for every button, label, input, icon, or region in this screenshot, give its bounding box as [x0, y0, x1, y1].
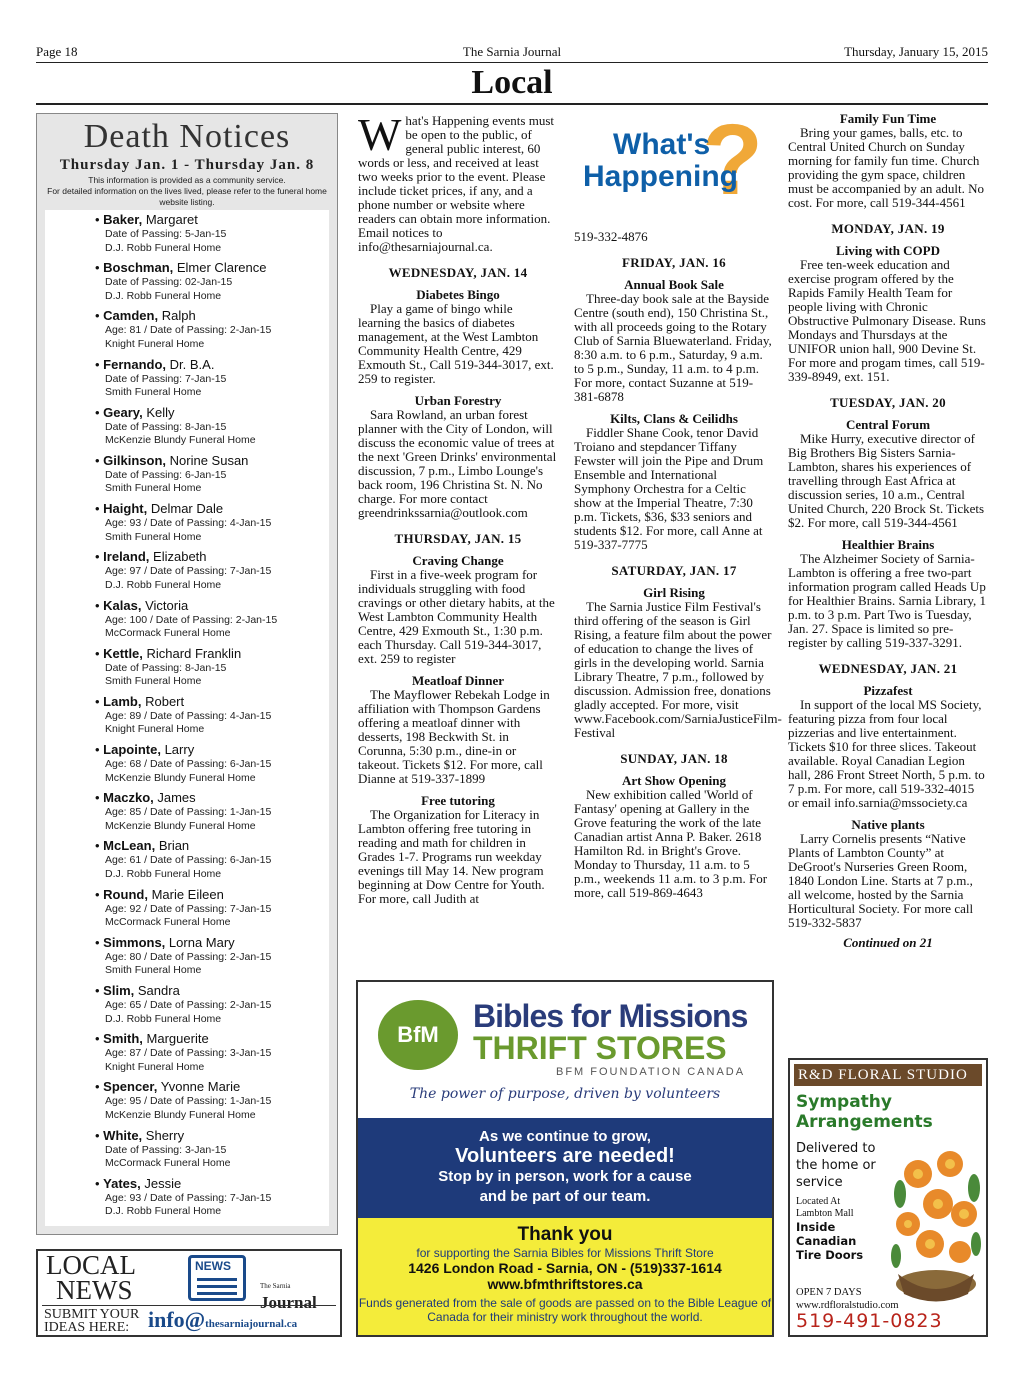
- surname: Baker,: [103, 212, 143, 227]
- info-line: This information is provided as a community service.: [88, 175, 286, 185]
- surname: Gilkinson,: [103, 452, 167, 468]
- surname: White,: [103, 1127, 143, 1143]
- passing-details: Date of Passing: 7-Jan-15: [105, 372, 227, 385]
- event-body: Free ten-week education and exercise program offered by the Rapids Family Health Team for people living with Chronic Obstructive Pulmonary Disease. Runs Mondays and Thursdays at the UNIFOR union hall, 900 Devine St. For more and progam times, call 519-339-8949, ext. 151.: [788, 257, 986, 384]
- surname: Simmons,: [103, 934, 166, 950]
- given-name: Lorna Mary: [168, 934, 235, 950]
- death-notices-box: [36, 113, 338, 1235]
- death-notice-entry: [95, 790, 325, 838]
- intro-text: hat's Happening events must be open to the public, of general public interest, 60 words or less, and received at least two weeks prior to the event. Please include ticket prices, if any, and a phone number or website where readers can obtain more information. Email notices to info@thesarniajournal.ca.: [358, 113, 554, 254]
- event-title: Native plants: [851, 817, 925, 832]
- surname: Geary,: [103, 404, 143, 420]
- deceased-name: • Lamb, Robert: [95, 693, 185, 709]
- deceased-name: • Kettle, Richard Franklin: [95, 645, 242, 661]
- submit-ideas-label: SUBMIT YOUR IDEAS HERE:: [44, 1307, 140, 1335]
- funeral-home: D.J. Robb Funeral Home: [105, 1205, 222, 1218]
- event-title: Girl Rising: [643, 585, 705, 600]
- death-notice-entry: [95, 501, 325, 549]
- event-title: Central Forum: [845, 417, 931, 432]
- event-title: Annual Book Sale: [624, 277, 724, 292]
- submit-email[interactable]: [148, 1307, 297, 1333]
- event-title: Meatloaf Dinner: [411, 673, 505, 688]
- surname: Ireland,: [103, 549, 150, 565]
- event-body: Play a game of bingo while learning the basics of diabetes management, at the West Lambton Community Health Centre, 429 Exmouth St., Call 519-344-3017, ext. 259 to register.: [358, 301, 554, 386]
- journal-prefix: The Sarnia: [260, 1282, 291, 1290]
- death-notice-entry: [95, 694, 325, 742]
- surname: Haight,: [103, 501, 148, 517]
- day-heading: SATURDAY, JAN. 17: [611, 563, 737, 578]
- passing-details: Age: 81 / Date of Passing: 2-Jan-15: [105, 324, 272, 337]
- death-notices-info: [41, 175, 333, 208]
- drop-cap: W: [358, 109, 402, 160]
- funeral-home: McKenzie Blundy Funeral Home: [105, 771, 256, 784]
- funeral-home: Knight Funeral Home: [105, 1060, 205, 1073]
- given-name: Dr. B.A.: [169, 356, 215, 372]
- bfm-tagline: The power of purpose, driven by volunteers: [409, 1086, 721, 1102]
- funeral-home: Smith Funeral Home: [105, 386, 202, 399]
- death-notices-title: Death Notices: [83, 118, 291, 155]
- event-body: The Sarnia Justice Film Festival's third offering of the season is Girl Rising, a feature film about the power of education to change the lives of girls in the developing world. Sarnia Library Theatre, 7 p.m., followed by discussion. Admission free, donations gladly accepted. For more, visit www.Facebook.com/SarniaJusticeFilm-Festival: [574, 599, 782, 740]
- deceased-name: • White, Sherry: [95, 1127, 185, 1143]
- day-heading: WEDNESDAY, JAN. 21: [818, 661, 958, 676]
- logo-line-1: What's: [613, 128, 711, 161]
- funeral-home: Smith Funeral Home: [105, 675, 202, 688]
- event-body: Bring your games, balls, etc. to Central United Church on Sunday morning for family fun time. Church providing the gym space, children must be accompanied by an adult. No cost. For more, call 519-344-4561: [788, 125, 985, 210]
- deceased-name: • Fernando, Dr. B.A.: [95, 356, 215, 372]
- given-name: Yvonne Marie: [160, 1079, 241, 1095]
- death-notice-entry: [95, 357, 325, 405]
- bfm-logo: BfM: [378, 1000, 458, 1070]
- funeral-home: McKenzie Blundy Funeral Home: [105, 434, 256, 447]
- death-notices-dates: Thursday Jan. 1 - Thursday Jan. 8: [59, 157, 315, 173]
- deceased-name: • Gilkinson, Norine Susan: [95, 452, 249, 468]
- funeral-home: Knight Funeral Home: [105, 337, 205, 350]
- event-title: Living with COPD: [835, 243, 940, 258]
- surname: Lapointe,: [103, 742, 161, 758]
- day-heading: WEDNESDAY, JAN. 14: [388, 265, 528, 280]
- events-column-4: [788, 112, 988, 950]
- passing-details: Age: 61 / Date of Passing: 6-Jan-15: [105, 854, 272, 867]
- page-number: Page 18: [36, 44, 78, 59]
- surname: Fernando,: [103, 356, 167, 372]
- event-title: Pizzafest: [863, 683, 913, 698]
- given-name: Elmer Clarence: [176, 260, 267, 276]
- question-mark-icon: ?: [701, 104, 763, 216]
- local-news-divider: [42, 1305, 336, 1306]
- deceased-name: • Baker, Margaret: [95, 212, 198, 227]
- deceased-name: • Ireland, Elizabeth: [95, 549, 207, 565]
- passing-details: Age: 97 / Date of Passing: 7-Jan-15: [105, 565, 272, 578]
- logo-line-2: Happening: [583, 160, 738, 193]
- given-name: Jessie: [144, 1175, 182, 1191]
- given-name: Norine Susan: [169, 452, 249, 468]
- surname: Kettle,: [103, 645, 143, 661]
- sympathy-heading: [796, 1092, 933, 1132]
- sympathy-line: Arrangements: [796, 1112, 933, 1132]
- open-days: OPEN 7 DAYS: [796, 1287, 862, 1298]
- given-name: Delmar Dale: [150, 501, 224, 517]
- section-title: Local: [471, 64, 553, 101]
- flower-arrangement-image: [888, 1134, 984, 1304]
- whats-happening-logo: [575, 104, 767, 216]
- issue-date: Thursday, January 15, 2015: [844, 44, 988, 59]
- newspaper-icon: [188, 1255, 246, 1301]
- deceased-name: • McLean, Brian: [95, 838, 190, 854]
- given-name: Kelly: [146, 404, 175, 420]
- surname: Yates,: [103, 1175, 141, 1191]
- passing-details: Age: 68 / Date of Passing: 6-Jan-15: [105, 758, 272, 771]
- event-body: Mike Hurry, executive director of Big Brothers Big Sisters Sarnia-Lambton, shares his experiences of travelling through East Africa at discussion series, 10 a.m., Central United Church, 220 Brock St. Tickets $2. For more, call 519-344-4561: [788, 431, 985, 530]
- deceased-name: • Spencer, Yvonne Marie: [95, 1079, 241, 1095]
- paper-name: The Sarnia Journal: [462, 44, 562, 59]
- funeral-home: D.J. Robb Funeral Home: [105, 241, 222, 254]
- funeral-home: Smith Funeral Home: [105, 530, 202, 543]
- death-notice-entry: [95, 646, 325, 694]
- delivered-text: Delivered to the home or service: [796, 1141, 876, 1190]
- newspaper-line: [197, 1292, 237, 1295]
- rd-floral-advertisement[interactable]: [788, 1058, 988, 1337]
- passing-details: Date of Passing: 02-Jan-15: [105, 276, 233, 289]
- store-website[interactable]: www.bfmthriftstores.ca: [487, 1276, 643, 1292]
- rd-phone[interactable]: 519-491-0823: [796, 1310, 943, 1332]
- sympathy-line: Sympathy: [796, 1092, 892, 1112]
- newspaper-icon-text: NEWS: [195, 1259, 231, 1273]
- page-header: [36, 44, 988, 62]
- funeral-home: McKenzie Blundy Funeral Home: [105, 1108, 256, 1121]
- given-name: Victoria: [145, 597, 189, 613]
- bfm-volunteer-banner: [358, 1118, 772, 1218]
- email-main: info@: [148, 1307, 206, 1332]
- given-name: Larry: [164, 742, 195, 758]
- funeral-home: Smith Funeral Home: [105, 964, 202, 977]
- death-notice-entry: [95, 742, 325, 790]
- surname: Slim,: [103, 983, 135, 998]
- given-name: Sherry: [145, 1127, 185, 1143]
- death-notice-entry: [95, 308, 325, 356]
- bfm-ad-footer: [358, 1218, 772, 1335]
- passing-details: Age: 100 / Date of Passing: 2-Jan-15: [105, 613, 278, 626]
- day-heading: FRIDAY, JAN. 16: [622, 255, 726, 270]
- deceased-name: • Smith, Marguerite: [95, 1031, 209, 1047]
- news-label: NEWS: [56, 1275, 133, 1305]
- given-name: Sandra: [137, 983, 180, 998]
- deceased-name: • Simmons, Lorna Mary: [95, 934, 235, 950]
- passing-details: Date of Passing: 8-Jan-15: [105, 661, 227, 674]
- event-title: Urban Forestry: [414, 393, 502, 408]
- death-notice-entry: [95, 405, 325, 453]
- local-label: LOCAL: [46, 1250, 136, 1280]
- given-name: Robert: [145, 693, 185, 709]
- surname: McLean,: [103, 838, 156, 854]
- passing-details: Date of Passing: 3-Jan-15: [105, 1143, 227, 1156]
- deceased-name: • Geary, Kelly: [95, 404, 175, 420]
- death-notice-entry: [95, 1031, 325, 1079]
- surname: Camden,: [103, 308, 159, 324]
- deceased-name: • Lapointe, Larry: [95, 742, 195, 758]
- event-title: Free tutoring: [421, 793, 495, 808]
- given-name: Marguerite: [146, 1031, 209, 1047]
- passing-details: Age: 89 / Date of Passing: 4-Jan-15: [105, 709, 272, 722]
- event-title: Healthier Brains: [841, 537, 935, 552]
- banner-line: Stop by in person, work for a cause: [438, 1168, 692, 1185]
- death-notice-entry: [95, 887, 325, 935]
- hours-text: [796, 1286, 899, 1312]
- surname: Lamb,: [103, 693, 142, 709]
- death-notice-entry: [95, 549, 325, 597]
- bfm-foundation: BFM FOUNDATION CANADA: [556, 1066, 746, 1078]
- surname: Boschman,: [103, 260, 174, 276]
- passing-details: Date of Passing: 6-Jan-15: [105, 468, 227, 481]
- funeral-home: McCormack Funeral Home: [105, 1157, 231, 1170]
- passing-details: Age: 65 / Date of Passing: 2-Jan-15: [105, 999, 272, 1011]
- death-notice-entry: [95, 1079, 325, 1127]
- info-line: For detailed information on the lives lived, please refer to the funeral home website listing.: [47, 186, 327, 207]
- passing-details: Age: 93 / Date of Passing: 7-Jan-15: [105, 1191, 272, 1204]
- funeral-home: D.J. Robb Funeral Home: [105, 1012, 222, 1025]
- death-notices-list-panel: [45, 210, 329, 1226]
- deceased-name: • Haight, Delmar Dale: [95, 501, 224, 517]
- deceased-name: • Slim, Sandra: [95, 983, 180, 998]
- mall-location: Inside Canadian Tire Doors: [796, 1220, 864, 1262]
- store-address: 1426 London Road - Sarnia, ON - (519)337-1614: [408, 1260, 722, 1276]
- funeral-home: D.J. Robb Funeral Home: [105, 867, 222, 880]
- given-name: Marie Eileen: [151, 886, 224, 902]
- given-name: Margaret: [145, 212, 198, 227]
- surname: Spencer,: [103, 1079, 158, 1095]
- surname: Smith,: [103, 1031, 143, 1047]
- given-name: Elizabeth: [153, 549, 207, 565]
- passing-details: Age: 80 / Date of Passing: 2-Jan-15: [105, 950, 272, 963]
- event-body: In support of the local MS Society, featuring pizza from four local pizzerias and live entertainment. Tickets $10 for three slices. Takeout available. Royal Canadian Legion hall, 286 Front Street North, 5 p.m. to 7 p.m. For more, call 519-332-4015 or email info.sarnia@mssociety.ca: [788, 697, 985, 810]
- funeral-home: D.J. Robb Funeral Home: [105, 578, 222, 591]
- newspaper-line: [197, 1285, 237, 1288]
- bfm-ad-header: [358, 982, 772, 1118]
- given-name: Ralph: [161, 308, 196, 324]
- event-body: New exhibition called 'World of Fantasy' opening at Gallery in the Grove featuring the work of the late Canadian artist Anna P. Baker. 2618 Hamilton Rd. in Bright's Grove. Monday to Thursday, 11 a.m. to 5 p.m., weekends 11 a.m. to 3 p.m. For more, call 519-869-4643: [574, 787, 768, 900]
- death-notice-entry: [95, 260, 325, 308]
- day-heading: TUESDAY, JAN. 20: [830, 395, 946, 410]
- surname: Round,: [103, 886, 148, 902]
- funeral-home: Smith Funeral Home: [105, 482, 202, 495]
- deceased-name: • Round, Marie Eileen: [95, 886, 224, 902]
- death-notices-list: [95, 212, 325, 1224]
- event-title: Art Show Opening: [621, 773, 727, 788]
- event-body: First in a five-week program for individuals struggling with food cravings or other dietary habits, at the West Lambton Community Health Centre, 429 Exmouth St., 1:30 p.m. each Thursday. Call 519-344-3017, ext. 259 to register: [358, 567, 555, 666]
- given-name: Richard Franklin: [146, 645, 242, 661]
- event-title: Diabetes Bingo: [416, 287, 500, 302]
- funeral-home: McCormack Funeral Home: [105, 916, 231, 929]
- continued-text: 519-332-4876: [574, 229, 648, 244]
- event-body: The Alzheimer Society of Sarnia-Lambton is offering a free two-part information program called Heads Up for Healthier Brains. Sarnia Library, 1 p.m. to 3 p.m. Part Two is Tuesday, Jan. 27. Space is limited so pre-register by calling 519-337-3291.: [788, 551, 987, 650]
- bfm-title: Bibles for Missions: [473, 998, 748, 1034]
- event-body: The Mayflower Rebekah Lodge in affiliation with Thompson Gardens offering a meatloaf dinner with desserts, 198 Beckwith St. in Corunna, 5:30 p.m., dine-in or takeout. Tickets $12. For more, call Dianne at 519-337-1899: [358, 687, 550, 786]
- passing-details: Age: 92 / Date of Passing: 7-Jan-15: [105, 902, 272, 915]
- day-heading: THURSDAY, JAN. 15: [394, 531, 522, 546]
- support-line: for supporting the Sarnia Bibles for Missions Thrift Store: [416, 1246, 714, 1260]
- deceased-name: • Boschman, Elmer Clarence: [95, 260, 267, 276]
- located-text: Located At Lambton Mall: [796, 1196, 854, 1219]
- surname: Kalas,: [103, 597, 142, 613]
- bfm-subtitle: THRIFT STORES: [473, 1030, 727, 1066]
- death-notice-entry: [95, 453, 325, 501]
- event-title: Craving Change: [412, 553, 504, 568]
- deceased-name: • Maczko, James: [95, 790, 196, 806]
- event-body: Sara Rowland, an urban forest planner with the City of London, will discuss the economic value of trees at the next 'Green Drinks' environmental discussion, 7 p.m., Limbo Lounge's back room, 196 Christina St. N. No charge. For more contact greendrinkssarnia@outlook.com: [358, 407, 557, 520]
- local-news-box: [36, 1249, 342, 1337]
- thank-you: Thank you: [517, 1224, 613, 1245]
- banner-line: As we continue to grow,: [479, 1128, 651, 1145]
- newspaper-line: [197, 1278, 237, 1281]
- bfm-advertisement[interactable]: [356, 980, 774, 1337]
- deceased-name: • Kalas, Victoria: [95, 597, 189, 613]
- death-notice-entry: [95, 1176, 325, 1224]
- event-title: Kilts, Clans & Ceilidhs: [610, 411, 738, 426]
- event-body: Three-day book sale at the Bayside Centre (south end), 150 Christina St., with all proceeds going to the Rotary Club of Sarnia Bluewaterland. Friday, 8:30 a.m. to 6 p.m., Saturday, 9 a.m. to 5 p.m., Sunday, 11 a.m. to 4 p.m. For more, contact Suzanne at 519-381-6878: [574, 291, 772, 404]
- death-notice-entry: [95, 212, 325, 260]
- death-notice-entry: [95, 838, 325, 886]
- death-notice-entry: [95, 983, 325, 1031]
- death-notice-entry: [95, 935, 325, 983]
- banner-line: and be part of our team.: [479, 1188, 651, 1205]
- section-rule: [36, 103, 988, 105]
- journal-word: Journal: [260, 1293, 317, 1312]
- given-name: James: [157, 790, 196, 806]
- passing-details: Date of Passing: 5-Jan-15: [105, 228, 227, 240]
- passing-details: Age: 95 / Date of Passing: 1-Jan-15: [105, 1095, 272, 1108]
- banner-line: Volunteers are needed!: [455, 1145, 675, 1167]
- death-notice-entry: [95, 1128, 325, 1176]
- events-column-3: [574, 229, 782, 900]
- funeral-home: D.J. Robb Funeral Home: [105, 289, 222, 302]
- event-body: Larry Cornelis presents “Native Plants of Lambton County” at DeGroot's Nurseries Green Room, 1840 London Line. Starts at 7 p.m., all welcome, hosted by the Sarnia Horticultural Society. For more call 519-332-5837: [788, 831, 974, 930]
- event-title: Family Fun Time: [839, 111, 937, 126]
- deceased-name: • Yates, Jessie: [95, 1175, 182, 1191]
- event-body: Fiddler Shane Cook, tenor David Troiano and stepdancer Tiffany Fewster will join the Pipe and Drum Ensemble and International Symphony Orchestra for a Celtic show at the Imperial Theatre, 7:30 p.m. Tickets, $36, $33 seniors and students $12. For more, call Anne at 519-337-7775: [574, 425, 764, 552]
- death-notice-entry: [95, 598, 325, 646]
- day-heading: SUNDAY, JAN. 18: [620, 751, 728, 766]
- surname: Maczko,: [103, 790, 154, 806]
- funeral-home: McKenzie Blundy Funeral Home: [105, 819, 256, 832]
- passing-details: Date of Passing: 8-Jan-15: [105, 420, 227, 433]
- event-body: The Organization for Literacy in Lambton offering free tutoring in reading and math for children in Grades 1-7. Programs run weekday evenings till May 14. New program beginning at Dow Centre for Youth. For more, call Judith at: [358, 807, 545, 906]
- header-rule: [36, 62, 988, 63]
- deceased-name: • Camden, Ralph: [95, 308, 196, 324]
- passing-details: Age: 93 / Date of Passing: 4-Jan-15: [105, 517, 272, 530]
- rd-floral-name: R&D FLORAL STUDIO: [794, 1064, 982, 1086]
- funds-note: Funds generated from the sale of goods are passed on to the Bible League of Canada for their ministry work throughout the world.: [358, 1296, 772, 1324]
- day-heading: MONDAY, JAN. 19: [831, 221, 945, 236]
- passing-details: Age: 85 / Date of Passing: 1-Jan-15: [105, 806, 272, 819]
- events-column-2: [358, 109, 558, 906]
- funeral-home: Knight Funeral Home: [105, 723, 205, 736]
- email-domain: thesarniajournal.ca: [205, 1318, 298, 1330]
- given-name: Brian: [158, 838, 190, 854]
- continued-note: Continued on 21: [843, 935, 933, 950]
- funeral-home: McCormack Funeral Home: [105, 627, 231, 639]
- passing-details: Age: 87 / Date of Passing: 3-Jan-15: [105, 1047, 272, 1060]
- rd-website[interactable]: www.rdfloralstudio.com: [796, 1300, 899, 1311]
